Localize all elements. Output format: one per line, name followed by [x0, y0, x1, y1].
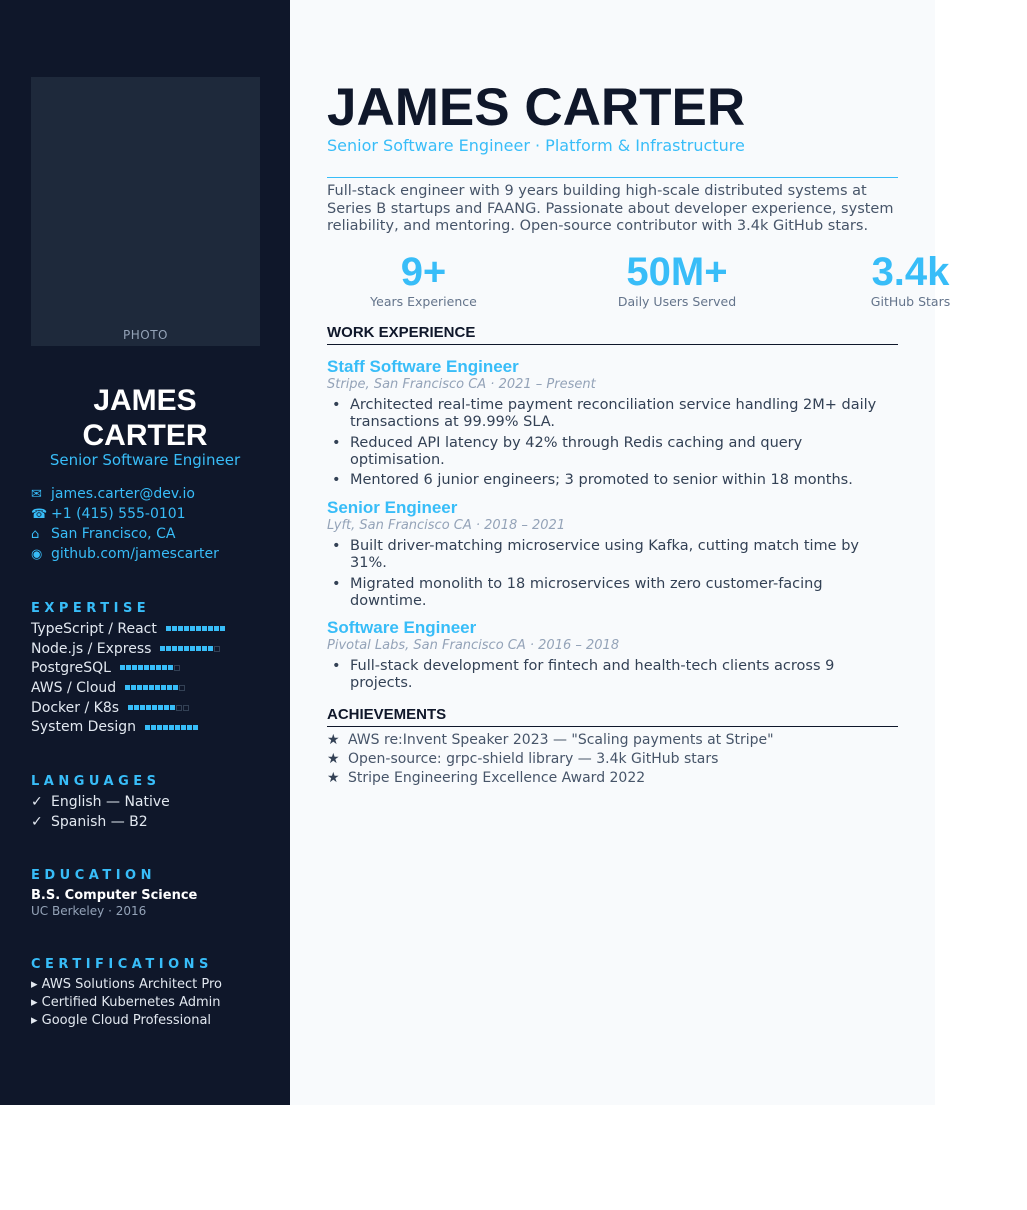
skill-item: [31, 698, 225, 718]
job-bullet: • Mentored 6 junior engineers; 3 promoted to senior within 18 months.: [327, 472, 898, 489]
achievement-item: [327, 768, 898, 787]
skill-level-segment: [157, 725, 162, 730]
skill-level-segment: [178, 626, 183, 631]
certification-item: ▸ Certified Kubernetes Admin: [31, 994, 221, 1010]
envelope-icon: ✉: [31, 486, 42, 502]
skill-level-segment: [144, 665, 149, 670]
skill-level-segment: [214, 646, 220, 652]
skill-name: AWS / Cloud: [31, 679, 117, 696]
certification-item: ▸ Google Cloud Professional: [31, 1012, 212, 1028]
job-meta: Pivotal Labs, San Francisco CA · 2016 – 2018: [327, 638, 620, 653]
stat-years: [327, 250, 520, 309]
skill-level-segment: [179, 685, 185, 691]
sidebar-name: [0, 383, 290, 453]
expertise-heading: EXPERTISE: [31, 601, 151, 616]
job-title: Staff Software Engineer: [327, 357, 519, 376]
contact-location-text: San Francisco, CA: [51, 526, 176, 542]
work-experience-heading: WORK EXPERIENCE: [327, 324, 898, 345]
achievement-text: Open-source: grpc-shield library — 3.4k GitHub stars: [348, 750, 719, 767]
job-bullet: • Built driver-matching microservice using Kafka, cutting match time by 31%.: [327, 538, 898, 572]
skill-level-segment: [125, 685, 130, 690]
contact-github-text: github.com/jamescarter: [51, 546, 219, 562]
education-degree: B.S. Computer Science: [31, 888, 198, 903]
skill-item: [31, 658, 225, 678]
skill-level-segment: [184, 646, 189, 651]
sidebar-job-title: Senior Software Engineer: [49, 451, 241, 469]
skill-level-segment: [167, 685, 172, 690]
skill-level-segment: [208, 646, 213, 651]
skill-level-segment: [168, 665, 173, 670]
contact-email[interactable]: [31, 484, 219, 504]
skill-level-segment: [132, 665, 137, 670]
skill-level-bar: [145, 725, 198, 730]
skill-level-segment: [152, 705, 157, 710]
skill-level-segment: [202, 626, 207, 631]
skill-name: Node.js / Express: [31, 640, 152, 657]
skill-level-bar: [120, 665, 180, 671]
skill-level-segment: [214, 626, 219, 631]
achievement-item: [327, 730, 898, 749]
check-icon: ✓: [31, 794, 43, 810]
skill-level-segment: [174, 665, 180, 671]
skill-level-segment: [178, 646, 183, 651]
header-divider: [327, 177, 898, 178]
achievements-heading: ACHIEVEMENTS: [327, 706, 898, 727]
stat-label: Years Experience: [370, 294, 477, 309]
contact-github[interactable]: [31, 544, 219, 564]
skill-level-segment: [169, 725, 174, 730]
languages-heading: LANGUAGES: [31, 774, 161, 789]
skill-level-segment: [131, 685, 136, 690]
skill-level-segment: [134, 705, 139, 710]
skill-level-segment: [150, 665, 155, 670]
skill-item: [31, 717, 225, 737]
language-text: English — Native: [51, 794, 170, 810]
contact-list: [31, 484, 219, 564]
job-bullet: • Reduced API latency by 42% through Redis caching and query optimisation.: [327, 435, 898, 469]
skill-level-segment: [120, 665, 125, 670]
skill-item: [31, 619, 225, 639]
star-icon: ★: [327, 769, 340, 786]
skill-level-segment: [162, 665, 167, 670]
skill-level-segment: [126, 665, 131, 670]
skill-item: [31, 678, 225, 698]
achievement-item: [327, 749, 898, 768]
job-title: Senior Engineer: [327, 498, 458, 517]
skill-level-segment: [128, 705, 133, 710]
check-icon: ✓: [31, 814, 43, 830]
achievement-text: AWS re:Invent Speaker 2023 — "Scaling payments at Stripe": [348, 731, 774, 748]
skill-level-segment: [138, 665, 143, 670]
skill-level-segment: [183, 705, 189, 711]
contact-phone[interactable]: [31, 504, 219, 524]
skill-name: PostgreSQL: [31, 660, 111, 677]
language-text: Spanish — B2: [51, 814, 148, 830]
skill-level-segment: [184, 626, 189, 631]
main-content: [290, 0, 951, 1105]
achievements-list: [327, 730, 898, 787]
skill-level-segment: [208, 626, 213, 631]
skill-level-segment: [196, 626, 201, 631]
job-bullets: [327, 538, 898, 610]
job-bullet: • Full-stack development for fintech and health-tech clients across 9 projects.: [327, 658, 898, 692]
languages-list: [31, 792, 170, 832]
education-heading: EDUCATION: [31, 868, 156, 883]
skill-name: Docker / K8s: [31, 699, 120, 716]
skill-name: TypeScript / React: [31, 620, 157, 637]
stat-value: 3.4k: [871, 250, 950, 294]
skill-level-bar: [128, 705, 189, 711]
job-bullet: • Architected real-time payment reconciliation service handling 2M+ daily transactions at 99.99% SLA.: [327, 397, 898, 431]
headline: Senior Software Engineer · Platform & Infrastructure: [327, 136, 745, 155]
skill-level-segment: [146, 705, 151, 710]
skill-level-segment: [137, 685, 142, 690]
stats-row: [327, 250, 1027, 310]
home-icon: ⌂: [31, 526, 40, 542]
job-bullets: [327, 658, 898, 692]
stat-value: 50M+: [626, 250, 728, 294]
skill-level-segment: [143, 685, 148, 690]
language-item: [31, 812, 170, 832]
stat-users: [580, 250, 774, 309]
stat-stars: [814, 250, 1007, 309]
skill-level-segment: [173, 685, 178, 690]
page-title: JAMES CARTER: [327, 78, 746, 137]
skill-level-segment: [156, 665, 161, 670]
target-icon: ◉: [31, 546, 43, 562]
skill-level-segment: [190, 626, 195, 631]
skill-level-segment: [166, 646, 171, 651]
job-meta: Lyft, San Francisco CA · 2018 – 2021: [327, 518, 566, 533]
skill-level-segment: [172, 626, 177, 631]
language-item: [31, 792, 170, 812]
job-entry: [327, 618, 898, 696]
job-bullet: • Migrated monolith to 18 microservices with zero customer-facing downtime.: [327, 576, 898, 610]
skill-level-segment: [160, 646, 165, 651]
job-bullets: [327, 397, 898, 489]
contact-phone-text: +1 (415) 555-0101: [51, 506, 186, 522]
summary-text: Full-stack engineer with 9 years building high-scale distributed systems at Series B startups and FAANG. Passionate about developer experience, system reliability, and mentoring. Open-source contributor with 3.4k GitHub stars.: [327, 183, 894, 234]
skill-level-segment: [175, 725, 180, 730]
skill-level-segment: [181, 725, 186, 730]
contact-email-text: james.carter@dev.io: [51, 486, 195, 502]
certifications-heading: CERTIFICATIONS: [31, 957, 213, 972]
skill-name: System Design: [31, 719, 136, 736]
skill-level-segment: [187, 725, 192, 730]
skill-level-segment: [176, 705, 182, 711]
job-entry: [327, 357, 898, 493]
star-icon: ★: [327, 750, 340, 767]
skill-level-segment: [202, 646, 207, 651]
job-meta: Stripe, San Francisco CA · 2021 – Present: [327, 377, 596, 392]
phone-icon: ☎: [31, 506, 48, 522]
star-icon: ★: [327, 731, 340, 748]
sidebar-name-last: CARTER: [82, 419, 208, 452]
job-entry: [327, 498, 898, 613]
certification-item: ▸ AWS Solutions Architect Pro: [31, 976, 222, 992]
skill-level-segment: [155, 685, 160, 690]
stat-label: Daily Users Served: [617, 294, 737, 309]
education-school: UC Berkeley · 2016: [31, 904, 147, 918]
skill-level-segment: [193, 725, 198, 730]
stat-label: GitHub Stars: [870, 294, 951, 309]
skill-level-segment: [161, 685, 166, 690]
skill-level-bar: [125, 685, 185, 691]
skill-level-bar: [166, 626, 225, 631]
photo-label: PHOTO: [123, 328, 168, 342]
certifications-list: [31, 975, 222, 1029]
skill-level-segment: [151, 725, 156, 730]
skill-level-segment: [220, 626, 225, 631]
skill-level-segment: [172, 646, 177, 651]
job-title: Software Engineer: [327, 618, 477, 637]
skill-level-segment: [190, 646, 195, 651]
skills-list: [31, 619, 225, 737]
stat-value: 9+: [400, 250, 447, 294]
sidebar: [0, 0, 290, 1105]
skill-level-segment: [140, 705, 145, 710]
skill-level-segment: [196, 646, 201, 651]
profile-photo-placeholder: [31, 77, 260, 346]
contact-location: [31, 524, 219, 544]
skill-level-segment: [166, 626, 171, 631]
skill-level-segment: [149, 685, 154, 690]
sidebar-name-first: JAMES: [93, 384, 197, 417]
skill-level-bar: [160, 646, 220, 652]
skill-level-segment: [158, 705, 163, 710]
skill-level-segment: [164, 705, 169, 710]
achievement-text: Stripe Engineering Excellence Award 2022: [348, 769, 646, 786]
skill-item: [31, 639, 225, 659]
skill-level-segment: [145, 725, 150, 730]
skill-level-segment: [163, 725, 168, 730]
skill-level-segment: [170, 705, 175, 710]
